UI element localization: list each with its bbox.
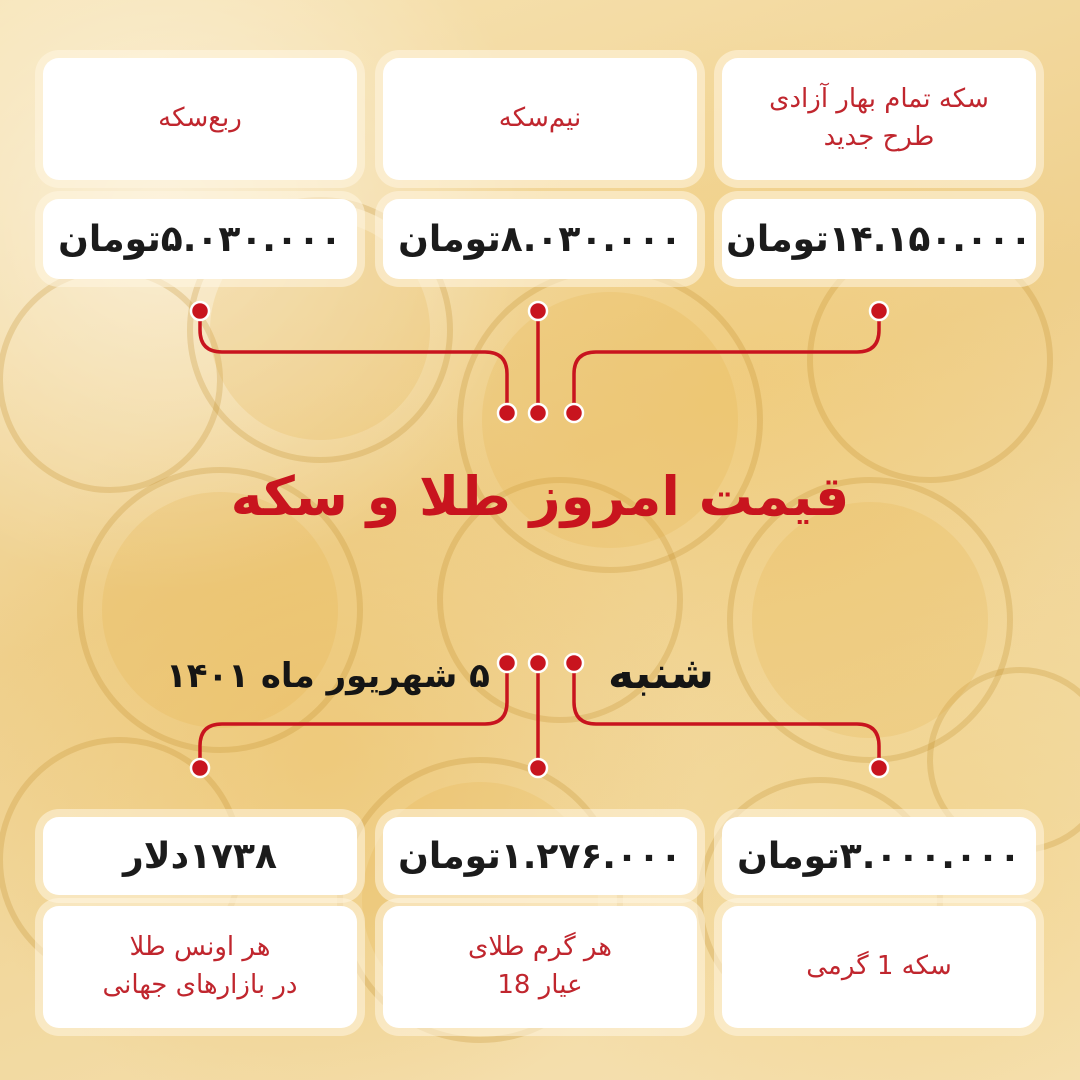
one-gram-coin-price: ۳.۰۰۰.۰۰۰تومان (737, 835, 1021, 877)
gold-gram-label-card (383, 906, 697, 1028)
quarter-coin-price: ۵.۰۳۰.۰۰۰تومان (58, 218, 342, 260)
gold-gram-label: هر گرم طلای عیار 18 (468, 932, 612, 1000)
full-coin-label: سکه تمام بهار آزادی طرح جدید (769, 84, 989, 152)
quarter-coin-price-card (43, 199, 357, 279)
full-coin-price: ۱۴.۱۵۰.۰۰۰تومان (726, 218, 1032, 260)
gold-ounce-label-card (43, 906, 357, 1028)
one-gram-coin-label: سکه 1 گرمی (806, 951, 952, 982)
weekday-label: شنبه (608, 648, 714, 699)
full-coin-price-card (722, 199, 1036, 279)
one-gram-coin-price-card (722, 817, 1036, 895)
gold-gram-price-card (383, 817, 697, 895)
gold-ounce-label: هر اونس طلا در بازارهای جهانی (102, 932, 298, 1000)
gold-ounce-price: ۱۷۳۸دلار (123, 835, 277, 877)
full-coin-label-card (722, 58, 1036, 180)
date-label: ۵ شهریور ماه ۱۴۰۱ (166, 656, 490, 696)
half-coin-label: نیم‌سکه (498, 103, 582, 134)
quarter-coin-label-card (43, 58, 357, 180)
gold-gram-price: ۱.۲۷۶.۰۰۰تومان (398, 835, 682, 877)
half-coin-label-card (383, 58, 697, 180)
half-coin-price-card (383, 199, 697, 279)
page-title: قیمت امروز طلا و سکه (230, 465, 850, 528)
half-coin-price: ۸.۰۳۰.۰۰۰تومان (398, 218, 682, 260)
gold-ounce-price-card (43, 817, 357, 895)
quarter-coin-label: ربع‌سکه (158, 103, 242, 134)
one-gram-coin-label-card (722, 906, 1036, 1028)
